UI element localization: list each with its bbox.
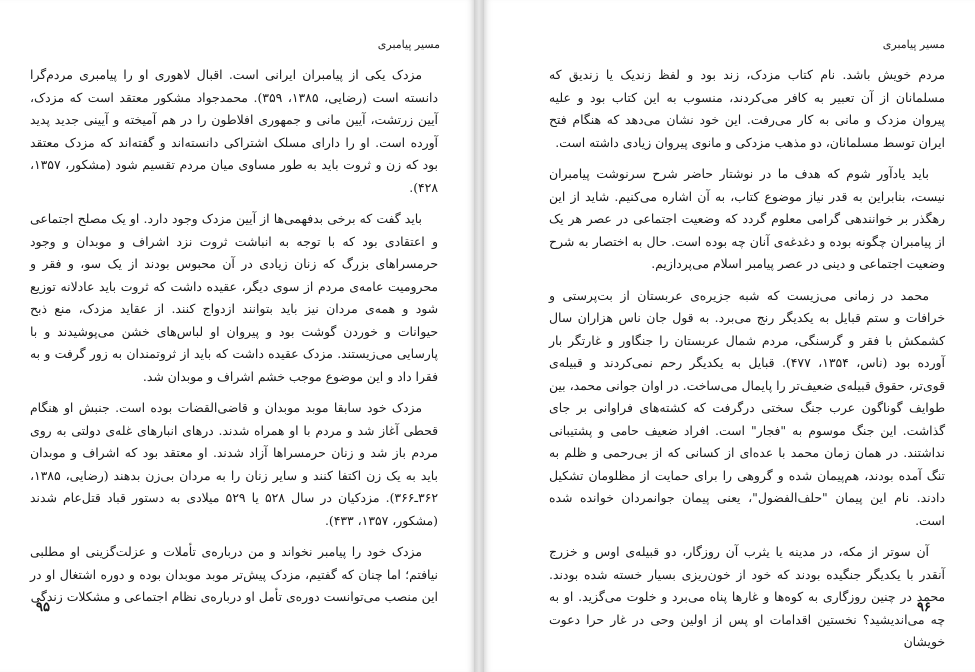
paragraph: باید یادآور شوم که هدف ما در نوشتار حاضر شرح سرنوشت پیامبران نیست، بنابراین به قدر نیاز موضوع کتاب، به آن اشاره می‌کنیم. شاید از این رهگذر بر خوانندهی گرامی معلوم گردد که وضعیت اجتماعی در عصر هر یک از پیامبران چگونه بوده و دغدغه‌ی آنان چه بوده است. حال به اختصار به شرح وضعیت اجتماعی و دینی در عصر پیامبر اسلام می‌پردازیم.	[549, 166, 945, 271]
left-page	[0, 0, 474, 672]
paragraph: باید گفت که برخی بدفهمی‌ها از آیین مزدک وجود دارد. او یک مصلح اجتماعی و اعتقادی بود که با توجه به انباشت ثروت نزد اشراف و موبدان و وجود حرمسراهای بزرگ که زنان زیادی در آن محبوس بودند از یک سو، و فقر و محرومیت عامه‌ی مردم از سوی دیگر، عقیده داشت که ثروت باید عادلانه توزیع شود و همه‌ی مردان نیز باید بتوانند ازدواج کنند. از عقاید مزدک، منع ذبح حیوانات و خوردن گوشت بود و پیروان او لباس‌های خشن می‌پوشیدند و با پارسایی می‌زیستند. مزدک عقیده داشت که باید از ثروتمندان به زور گرفت و به فقرا داد و این موضوع موجب خشم اشراف و موبدان شد.	[30, 211, 438, 384]
page-body	[30, 64, 438, 618]
running-head: مسیر پیامبری	[377, 38, 440, 51]
paragraph: مزدک خود سابقا موبد موبدان و قاضی‌القضات بوده است. جنبش او هنگام قحطی آغاز شد و مردم با او همراه شدند. درهای انبارهای غله‌ی دولتی به روی مردم باز شد و زنان حرمسراها آزاد شدند. او معتقد بود که اشراف و موبدان باید به یک زن اکتفا کنند و سایر زنان را به مردان بی‌زن بدهند (رضایی، ۱۳۸۵، ۳۶۲ـ۳۶۶). مزدکیان در سال ۵۲۸ یا ۵۲۹ میلادی به دستور قباد قتل‌عام شدند (مشکور، ۱۳۵۷، ۴۳۳).	[30, 400, 438, 528]
book-gutter	[474, 0, 484, 672]
page-number: ۹۵	[36, 600, 50, 615]
paragraph: آن سوتر از مکه، در مدینه یا یثرب آن روزگار، دو قبیله‌ی اوس و خزرج آنقدر با یکدیگر جنگیده بودند که خود از خون‌ریزی بسیار خسته شده بودند. محمد در چنین روزگاری به کوه‌ها و غارها پناه می‌برد و خلوت می‌گزید. او به چه می‌اندیشید؟ نخستین اقدامات او پس از اولین وحی در غار حرا دعوت خویشان	[549, 544, 945, 649]
right-page	[484, 0, 975, 672]
paragraph: مردم خویش باشد. نام کتاب مزدک، زند بود و لفظ زندیک یا زندیق که مسلمانان از آن تعبیر به کافر می‌کردند، منسوب به این کتاب بود و علیه پیروان مزدک و مانی به کار می‌رفت. این خود نشان می‌دهد که هنگام فتح ایران توسط مسلمانان، دو مذهب مزدکی و مانوی پیروان زیادی داشته است.	[549, 67, 945, 150]
page-number: ۹۶	[917, 600, 931, 615]
paragraph: مزدک یکی از پیامبران ایرانی است. اقبال لاهوری او را پیامبری مردم‌گرا دانسته است (رضایی، ۱۳۸۵، ۳۵۹). محمدجواد مشکور معتقد است که مزدک، آیین زرتشت، آیین مانی و جمهوری افلاطون را در هم آمیخته و آیینی جدید پدید آورده است. او را دارای مسلک اشتراکی دانسته‌اند و گفته‌اند که مزدک معتقد بود که زن و ثروت باید به طور مساوی میان مردم تقسیم شود (مشکور، ۱۳۵۷، ۴۲۸).	[30, 67, 438, 195]
paragraph: محمد در زمانی می‌زیست که شبه جزیره‌ی عربستان از بت‌پرستی و خرافات و ستم قبایل به یکدیگر رنج می‌برد. به قول جان ناس هزاران سال کشمکش با فقر و گرسنگی، مردم شمال عربستان را جنگاور و غارتگر بار آورده بود (ناس، ۱۳۵۴، ۴۷۷). قبایل به یکدیگر رحم نمی‌کردند و قبیله‌ی قوی‌تر، حقوق قبیله‌ی ضعیف‌تر را پایمال می‌ساخت. در اوان جوانی محمد، بین طوایف گوناگون عرب جنگ سختی درگرفت که کشته‌های فراوانی بر جای گذاشت. این جنگ موسوم به "فجار" است. افراد ضعیف حامی و پشتیبانی نداشتند. در همان زمان محمد با عده‌ای از کسانی که از بی‌رحمی و ظلم به تنگ آمده بودند، هم‌پیمان شده و گروهی را برای حمایت از مظلومان تشکیل دادند. نام این پیمان "حلف‌الفضول"، یعنی پیمان جوانمردان خوانده شده است.	[549, 287, 945, 528]
paragraph: مزدک خود را پیامبر نخواند و من درباره‌ی تأملات و عزلت‌گزینی او مطلبی نیافتم؛ اما چنان که گفتیم، مزدک پیش‌تر موبد موبدان بوده و دوره اشتغال او در این منصب می‌توانست دوره‌ی تأمل او درباره‌ی نظام اجتماعی و مشکلات زندگی	[30, 544, 438, 604]
running-head: مسیر پیامبری	[882, 38, 945, 51]
page-body	[549, 64, 945, 663]
